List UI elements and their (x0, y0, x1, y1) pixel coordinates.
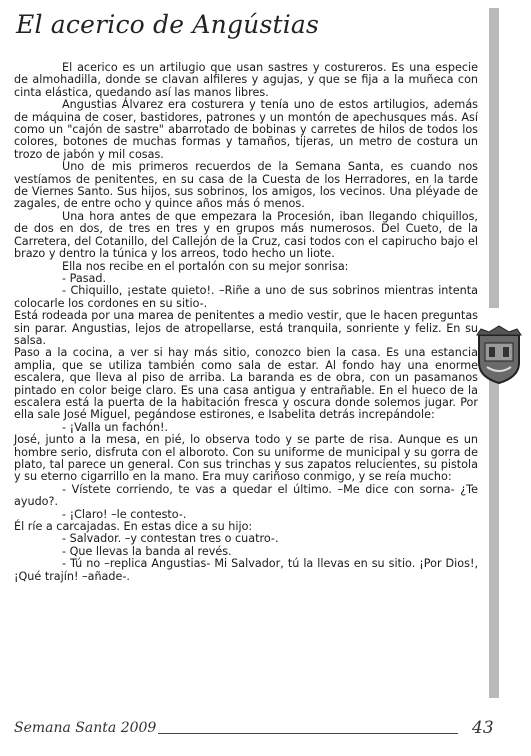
paragraph: Está rodeada por una marea de penitentes a medio vestir, que le hacen preguntas sin parar. Angustias, lejos de atropellarse, está tranquila, sonriente y feliz. En su salsa. (14, 309, 478, 347)
footer-rule (158, 733, 458, 734)
paragraph: - Vístete corriendo, te vas a quedar el último. –Me dice con sorna- ¿Te ayudo?. (14, 482, 478, 509)
page-title: El acerico de Angústias (16, 10, 320, 39)
article-body (14, 62, 478, 583)
coat-of-arms-icon (473, 325, 525, 385)
paragraph: - ¡Claro! –le contesto-. (62, 507, 187, 521)
paragraph: Paso a la cocina, a ver si hay más sitio, conozco bien la casa. Es una estancia amplia, que se utiliza también como sala de estar. Al fondo hay una enorme escalera, que lleva al piso de arriba. La baranda es de obra, con un pasamanos pintado en color beige claro. Es una casa antigua y entrañable. En el hueco de la escalera está la puerta de la habitación fresca y oscura donde solemos jugar. Por ella sale José Miguel, pegándose estirones, e Isabelita detrás increpándole: (14, 346, 478, 422)
paragraph: Ella nos recibe en el portalón con su mejor sonrisa: (62, 259, 349, 273)
decorative-side-bar-lower (489, 380, 499, 698)
paragraph: - Que llevas la banda al revés. (62, 544, 232, 558)
paragraph: Angustias Álvarez era costurera y tenía uno de estos artilugios, además de máquina de coser, bastidores, patrones y un montón de apechusques más. Así como un "cajón de sastre" abarrotado de bobinas y carretes de hilos de todos los colores, botones de muchas formas y tamaños, tijeras, un metro de costura un trozo de jabón y mil cosas. (14, 98, 478, 161)
paragraph: Una hora antes de que empezara la Procesión, iban llegando chiquillos, de dos en dos, de tres en tres y en grupos más numerosos. Del Cueto, de la Carretera, del Cotanillo, del Callejón de la Cruz, casi todos con el capirucho bajo el brazo y dentro la túnica y los arreos, todo hecho un liote. (14, 209, 478, 261)
footer-publication: Semana Santa 2009 (14, 720, 157, 736)
paragraph: José, junto a la mesa, en pié, lo observa todo y se parte de risa. Aunque es un hombre serio, disfruta con el alboroto. Con su uniforme de municipal y su gorra de plato, tal parece un general. Con sus trinchas y sus zapatos relucientes, su pistola y su eterno cigarrillo en la mano. Era muy cariñoso conmigo, y se reía mucho: (14, 433, 478, 484)
decorative-side-bar (489, 8, 499, 308)
paragraph: - Tú no –replica Angustias- Mi Salvador, tú la llevas en su sitio. ¡Por Dios!, ¡Qué trajín! –añade-. (14, 557, 478, 583)
paragraph: - Pasad. (62, 271, 107, 285)
page-number: 43 (472, 718, 494, 738)
paragraph: - Salvador. –y contestan tres o cuatro-. (62, 532, 279, 546)
paragraph: Él ríe a carcajadas. En estas dice a su hijo: (14, 520, 253, 534)
paragraph: El acerico es un artilugio que usan sastres y costureros. Es una especie de almohadilla, donde se clavan alfileres y agujas, y que se fija a la muñeca con cinta elástica, quedando así las manos libres. (14, 61, 478, 99)
paragraph: - Chiquillo, ¡estate quieto!. –Riñe a uno de sus sobrinos mientras intenta colocarle los cordones en su sitio-. (14, 284, 478, 310)
paragraph: Uno de mis primeros recuerdos de la Semana Santa, es cuando nos vestíamos de penitentes, en su casa de la Cuesta de los Herradores, en la tarde de Viernes Santo. Sus hijos, sus sobrinos, los amigos, los vecinos. Una pléyade de zagales, de entre ocho y quince años más ó menos. (14, 160, 478, 211)
paragraph: - ¡Valla un fachón!. (62, 420, 169, 434)
